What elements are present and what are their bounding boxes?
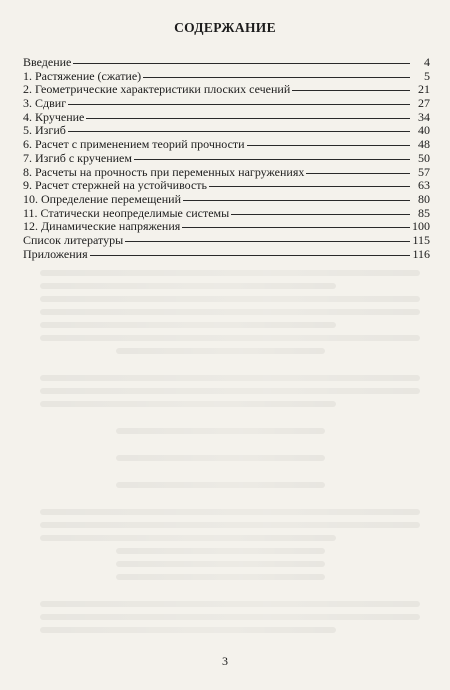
toc-entry <box>23 70 430 84</box>
toc-entry <box>23 166 430 180</box>
toc-entry-label: 6. Расчет с применением теорий прочности <box>23 137 245 152</box>
toc-entry-page: 48 <box>418 137 430 152</box>
toc-entry-page: 27 <box>418 96 430 111</box>
bleed-through-text <box>40 270 420 640</box>
table-of-contents <box>23 56 430 261</box>
toc-leader-line <box>125 241 410 242</box>
toc-leader-line <box>182 227 410 228</box>
toc-entry-page: 21 <box>418 82 430 97</box>
toc-leader-line <box>231 214 410 215</box>
toc-entry-label: 10. Определение перемещений <box>23 191 181 206</box>
toc-entry <box>23 138 430 152</box>
toc-entry-label: 11. Статически неопределимые системы <box>23 205 230 220</box>
toc-leader-line <box>86 118 410 119</box>
toc-leader-line <box>68 131 410 132</box>
toc-leader-line <box>90 255 410 256</box>
toc-entry-label: 8. Расчеты на прочность при переменных нагружениях <box>23 164 305 179</box>
toc-leader-line <box>306 173 410 174</box>
toc-entry-page: 4 <box>424 55 430 69</box>
toc-entry-page: 40 <box>418 123 430 138</box>
toc-entry-page: 80 <box>418 191 430 206</box>
toc-entry <box>23 207 430 221</box>
toc-leader-line <box>68 104 410 105</box>
toc-entry-label: Введение <box>23 55 72 69</box>
toc-entry-page: 85 <box>418 205 430 220</box>
toc-entry <box>23 193 430 207</box>
toc-entry-page: 5 <box>424 68 430 83</box>
toc-entry-page: 57 <box>418 164 430 179</box>
toc-entry-label: 3. Сдвиг <box>23 96 67 111</box>
toc-leader-line <box>143 77 410 78</box>
toc-leader-line <box>183 200 410 201</box>
toc-entry-label: 9. Расчет стержней на устойчивость <box>23 178 208 193</box>
toc-entry-page: 115 <box>412 232 430 247</box>
toc-entry <box>23 111 430 125</box>
toc-entry-page: 116 <box>412 246 430 261</box>
toc-entry-page: 100 <box>412 219 430 234</box>
toc-leader-line <box>134 159 410 160</box>
toc-entry-label: Приложения <box>23 246 88 261</box>
toc-entry-page: 50 <box>418 150 430 165</box>
toc-entry-label: 4. Кручение <box>23 109 85 124</box>
page-number: 3 <box>222 654 228 668</box>
toc-entry-label: 7. Изгиб с кручением <box>23 150 132 165</box>
toc-entry <box>23 248 430 262</box>
toc-entry <box>23 124 430 138</box>
toc-leader-line <box>247 145 410 146</box>
toc-entry <box>23 152 430 166</box>
toc-leader-line <box>73 63 410 64</box>
toc-entry <box>23 83 430 97</box>
toc-entry-label: 5. Изгиб <box>23 123 66 138</box>
toc-entry <box>23 179 430 193</box>
toc-entry-label: 1. Растяжение (сжатие) <box>23 68 142 83</box>
toc-entry-label: 12. Динамические напряжения <box>23 219 181 234</box>
page-title: СОДЕРЖАНИЕ <box>174 20 276 35</box>
toc-entry-page: 63 <box>418 178 430 193</box>
toc-entry-label: 2. Геометрические характеристики плоских сечений <box>23 82 291 97</box>
toc-entry <box>23 220 430 234</box>
toc-entry-page: 34 <box>418 109 430 124</box>
toc-leader-line <box>209 186 410 187</box>
toc-entry-label: Список литературы <box>23 232 124 247</box>
toc-entry <box>23 97 430 111</box>
toc-entry <box>23 56 430 70</box>
toc-leader-line <box>292 90 410 91</box>
toc-entry <box>23 234 430 248</box>
